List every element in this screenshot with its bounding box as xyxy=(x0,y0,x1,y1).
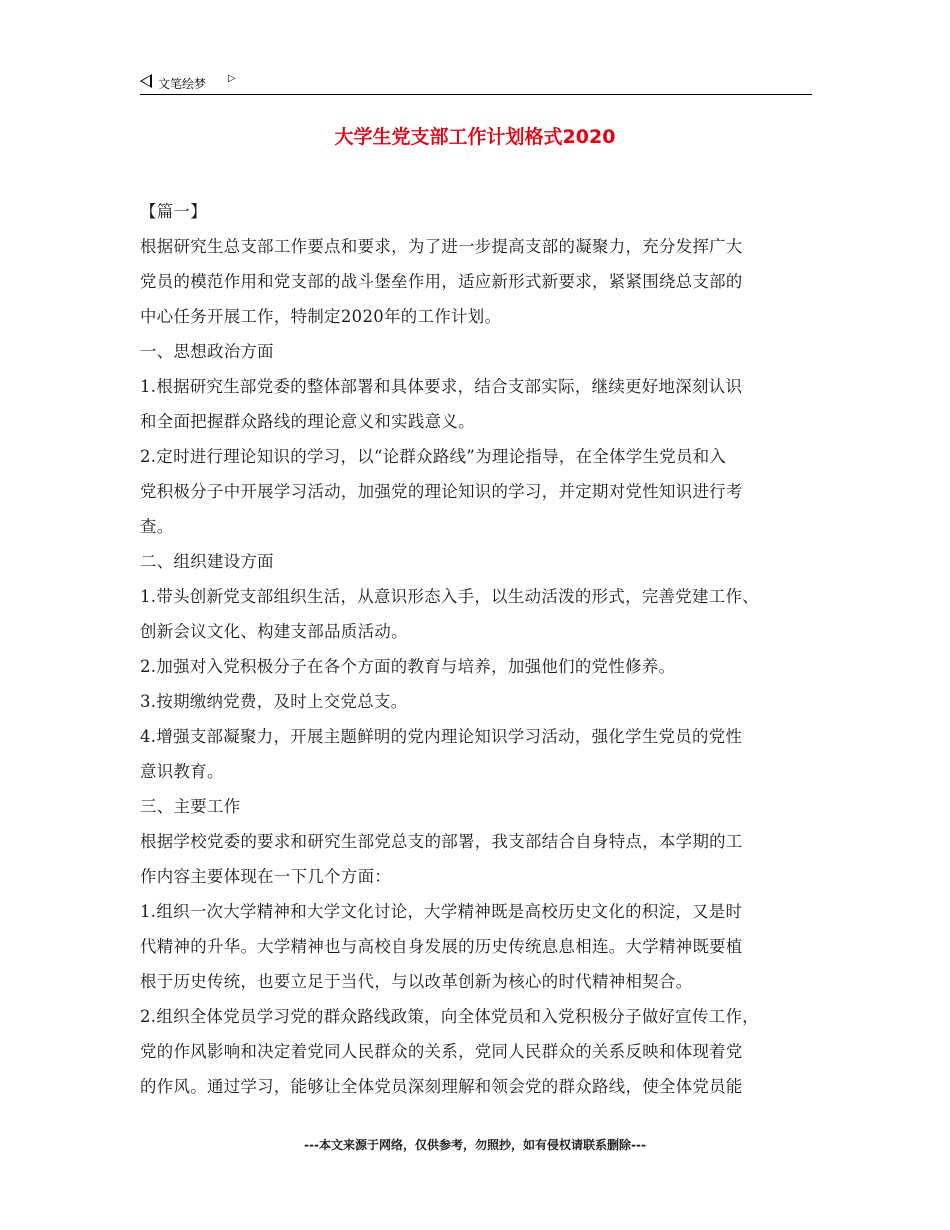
text-line: 创新会议文化、构建支部品质活动。 xyxy=(140,622,408,641)
triangle-right-icon: ▷ xyxy=(228,73,236,84)
text-line: 中心任务开展工作，特制定2020年的工作计划。 xyxy=(140,307,502,326)
text-line: 3.按期缴纳党费，及时上交党总支。 xyxy=(140,692,408,711)
text-line: 根据学校党委的要求和研究生部党总支的部署，我支部结合自身特点，本学期的工 xyxy=(140,832,743,851)
text-line: 二、组织建设方面 xyxy=(140,552,274,571)
document-title: 大学生党支部工作计划格式2020 xyxy=(334,126,616,148)
text-line: 党的作风影响和决定着党同人民群众的关系，党同人民群众的关系反映和体现着党 xyxy=(140,1042,743,1061)
text-line: 和全面把握群众路线的理论意义和实践意义。 xyxy=(140,412,475,431)
text-line: 作内容主要体现在一下几个方面： xyxy=(140,867,392,886)
triangle-left-icon xyxy=(140,74,152,88)
text-line: 查。 xyxy=(140,517,174,536)
text-line: 党积极分子中开展学习活动，加强党的理论知识的学习，并定期对党性知识进行考 xyxy=(140,482,743,501)
text-line: 的作风。通过学习，能够让全体党员深刻理解和领会党的群众路线，使全体党员能 xyxy=(140,1077,743,1096)
text-line: 2.定时进行理论知识的学习，以“论群众路线”为理论指导，在全体学生党员和入 xyxy=(140,447,727,466)
text-line: 1.带头创新党支部组织生活，从意识形态入手，以生动活泼的形式，完善党建工作、 xyxy=(140,587,759,606)
text-line: 三、主要工作 xyxy=(140,797,241,816)
text-line: 党员的模范作用和党支部的战斗堡垒作用，适应新形式新要求，紧紧围绕总支部的 xyxy=(140,272,743,291)
text-line: 一、思想政治方面 xyxy=(140,342,274,361)
header-brand: 文笔绘梦 xyxy=(158,77,207,91)
text-line: 1.组织一次大学精神和大学文化讨论，大学精神既是高校历史文化的积淀，又是时 xyxy=(140,902,743,921)
text-line: 意识教育。 xyxy=(140,762,224,781)
text-line: 2.加强对入党积极分子在各个方面的教育与培养，加强他们的党性修养。 xyxy=(140,657,676,676)
text-line: 根据研究生总支部工作要点和要求，为了进一步提高支部的凝聚力，充分发挥广大 xyxy=(140,237,743,256)
document-body xyxy=(140,194,820,1104)
page-header xyxy=(140,70,812,95)
text-line: 2.组织全体党员学习党的群众路线政策，向全体党员和入党积极分子做好宣传工作， xyxy=(140,1007,759,1026)
text-line: 【篇一】 xyxy=(140,202,207,221)
page-footer: ---本文来源于网络，仅供参考，勿照抄，如有侵权请联系删除--- xyxy=(304,1138,646,1152)
text-line: 4.增强支部凝聚力，开展主题鲜明的党内理论知识学习活动，强化学生党员的党性 xyxy=(140,727,743,746)
text-line: 代精神的升华。大学精神也与高校自身发展的历史传统息息相连。大学精神既要植 xyxy=(140,937,743,956)
text-line: 根于历史传统，也要立足于当代，与以改革创新为核心的时代精神相契合。 xyxy=(140,972,693,991)
text-line: 1.根据研究生部党委的整体部署和具体要求，结合支部实际，继续更好地深刻认识 xyxy=(140,377,743,396)
